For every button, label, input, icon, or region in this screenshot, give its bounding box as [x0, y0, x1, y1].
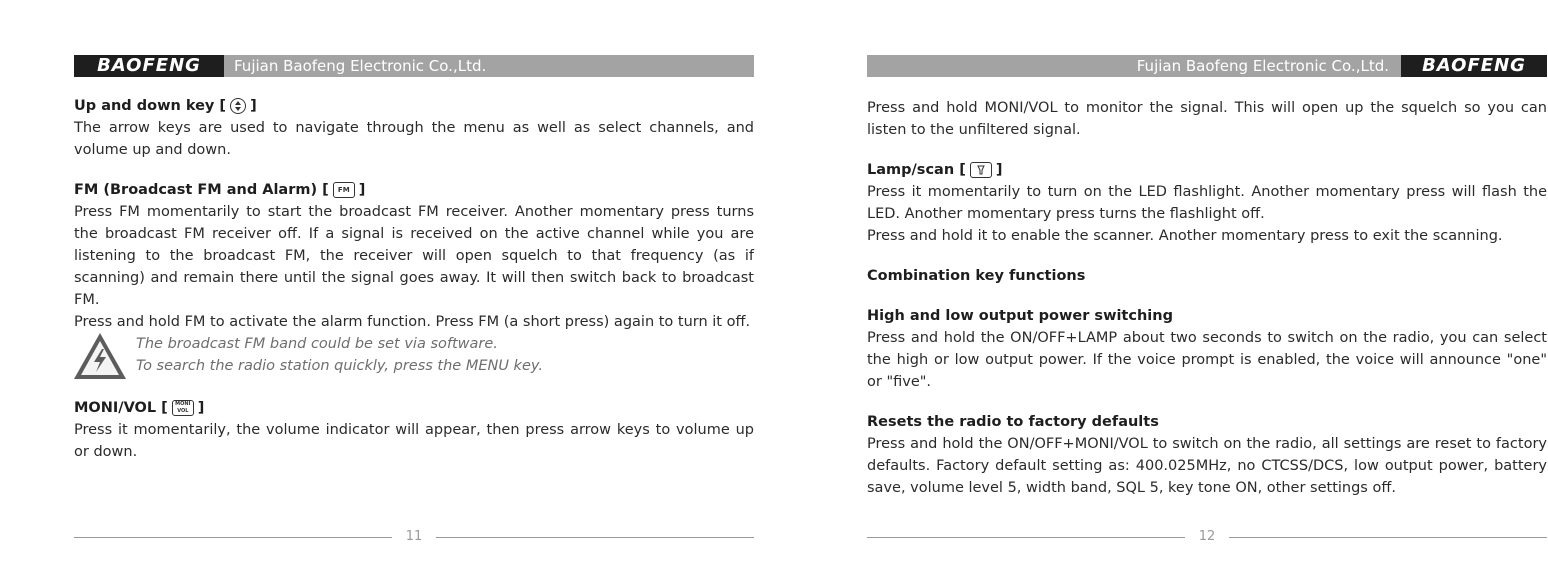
section-up-down-key — [74, 95, 754, 161]
page-12 — [867, 0, 1547, 568]
page-content — [867, 100, 1547, 517]
up-down-key-icon — [230, 98, 246, 114]
moni-vol-key-icon — [172, 400, 194, 416]
heading-text: Lamp/scan [ — [867, 162, 966, 178]
section-fm — [74, 179, 754, 379]
section-body: Press and hold it to enable the scanner. Another momentary press to exit the scanning. — [867, 228, 1503, 244]
page-content — [74, 85, 754, 481]
heading-text: Up and down key [ — [74, 98, 227, 114]
section-body: Press and hold the ON/OFF+LAMP about two seconds to switch on the radio, you can select the high or low output power. If the voice prompt is enabled, the voice will announce "one" or "five". — [867, 330, 1547, 390]
heading-bracket: ] — [358, 182, 366, 198]
page-number: 12 — [1198, 529, 1216, 544]
section-lamp-scan — [867, 159, 1547, 247]
header-company-name: Fujian Baofeng Electronic Co.,Ltd. — [234, 57, 487, 75]
section-factory-reset — [867, 411, 1547, 499]
section-body: Press and hold FM to activate the alarm function. Press FM (a short press) again to turn it off. — [74, 314, 751, 330]
section-moni-vol — [74, 397, 754, 463]
brand-logo: BAOFENG — [1401, 55, 1547, 77]
brand-logo: BAOFENG — [74, 55, 224, 77]
warning-note — [74, 333, 754, 379]
section-body: Press it momentarily to turn on the LED flashlight. Another momentary press will flash the LED. Another momentary press turns the flashlight off. — [867, 184, 1547, 222]
lamp-key-icon — [970, 162, 992, 178]
section-body: Press it momentarily, the volume indicator will appear, then press arrow keys to volume up or down. — [74, 422, 754, 460]
section-moni-intro — [867, 97, 1547, 141]
page-header — [74, 55, 754, 77]
section-heading — [74, 95, 754, 117]
section-combination — [867, 265, 1547, 287]
page-header — [867, 55, 1547, 77]
warning-triangle-icon — [72, 331, 128, 381]
heading-text: FM (Broadcast FM and Alarm) [ — [74, 182, 329, 198]
header-company-name: Fujian Baofeng Electronic Co.,Ltd. — [1136, 57, 1389, 75]
section-body: The arrow keys are used to navigate through the menu as well as select channels, and volume up and down. — [74, 120, 754, 158]
section-heading — [867, 159, 1547, 181]
page-11 — [74, 0, 754, 568]
heading-bracket: ] — [995, 162, 1003, 178]
section-heading: High and low output power switching — [867, 308, 1173, 324]
section-heading: Resets the radio to factory defaults — [867, 414, 1159, 430]
fm-key-icon — [333, 182, 355, 198]
fm-key-icon-label: FM — [337, 186, 350, 194]
section-body: Press and hold the ON/OFF+MONI/VOL to switch on the radio, all settings are reset to factory defaults. Factory default setting as: 400.025MHz, no CTCSS/DCS, low output power, battery save, volume level 5, width band, SQL 5, key tone ON, other settings off. — [867, 436, 1547, 496]
moni-vol-key-icon-label: MONI VOL — [175, 401, 191, 414]
heading-text: MONI/VOL [ — [74, 400, 168, 416]
heading-bracket: ] — [197, 400, 205, 416]
page-number: 11 — [405, 529, 423, 544]
section-heading: Combination key functions — [867, 268, 1086, 284]
warning-line: To search the radio station quickly, press the MENU key. — [136, 358, 543, 374]
section-body: Press and hold MONI/VOL to monitor the signal. This will open up the squelch so you can listen to the unfiltered signal. — [867, 100, 1547, 138]
section-body: Press FM momentarily to start the broadcast FM receiver. Another momentary press turns the broadcast FM receiver off. If a signal is received on the active channel while you are listening to the broadcast FM, the receiver will open squelch to that frequency (as if scanning) and remain there until the signal goes away. It will then switch back to broadcast FM. — [74, 204, 754, 308]
heading-bracket: ] — [250, 98, 257, 114]
section-heading — [74, 179, 754, 201]
section-power-switching — [867, 305, 1547, 393]
section-heading — [74, 397, 754, 419]
warning-line: The broadcast FM band could be set via software. — [136, 336, 498, 352]
